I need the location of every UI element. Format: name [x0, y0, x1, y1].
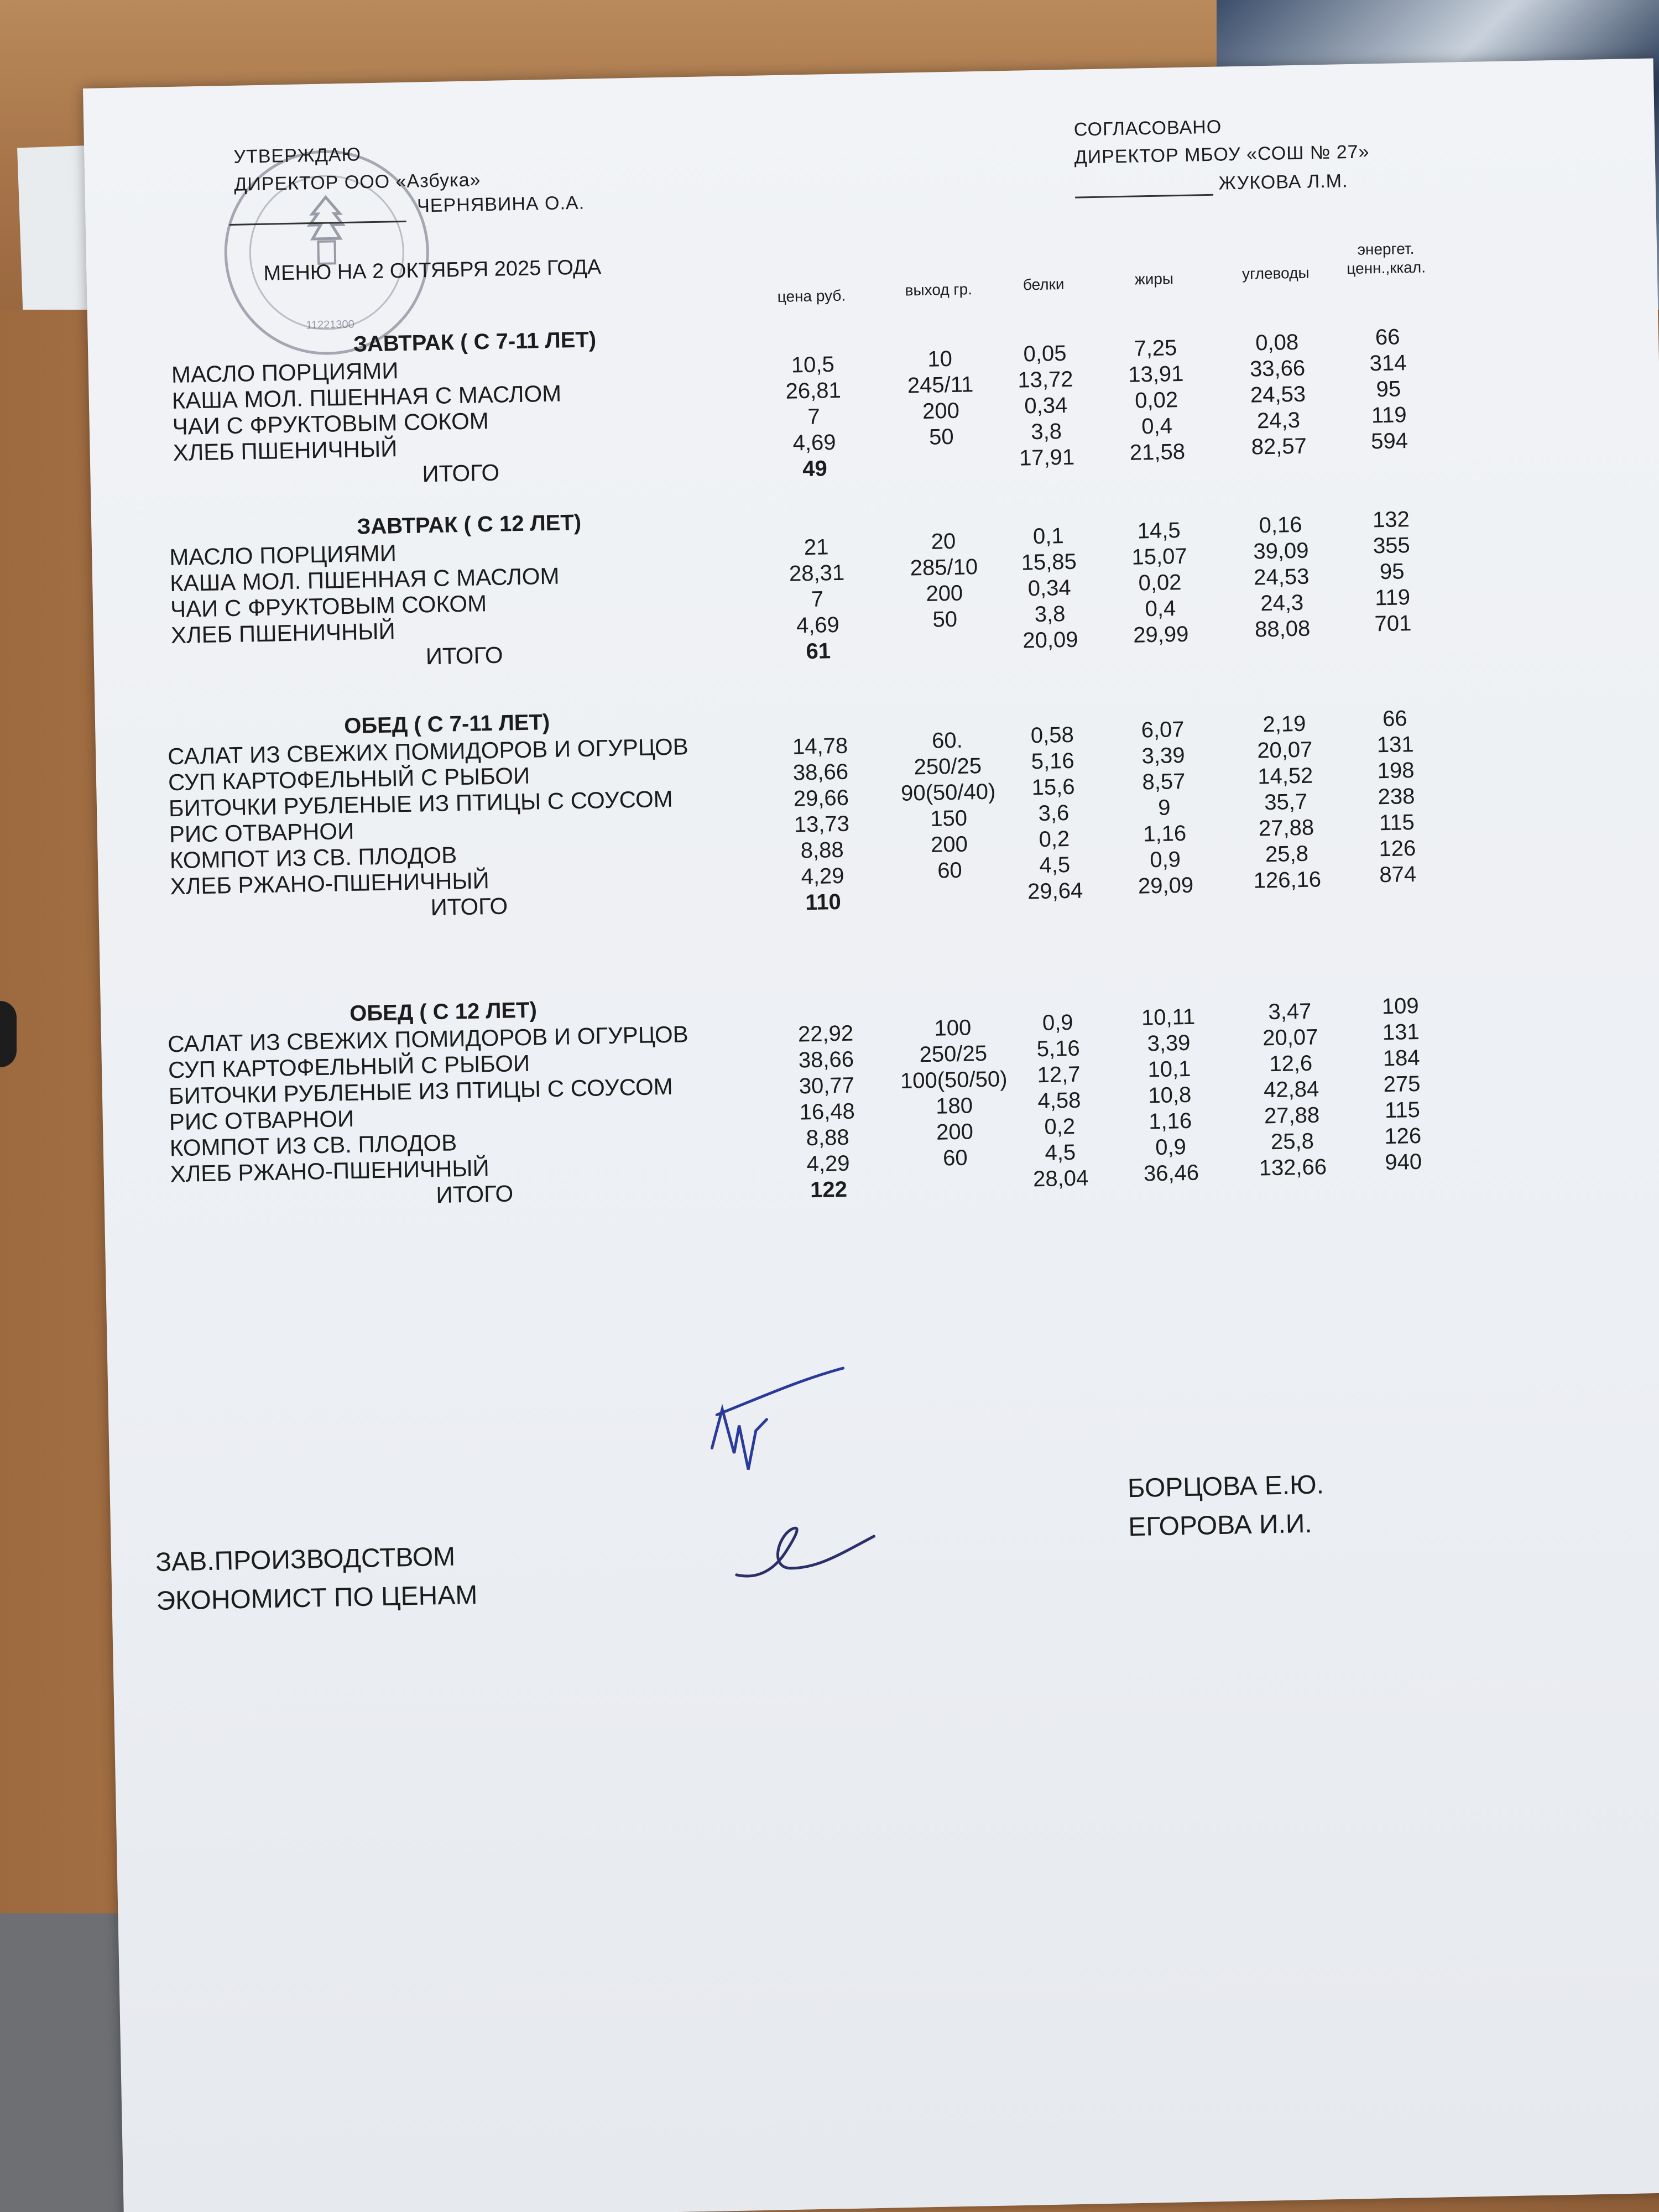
menu-item-name: БИТОЧКИ РУБЛЕНЫЕ ИЗ ПТИЦЫ С СОУСОМ: [168, 1073, 674, 1109]
menu-item-yield: 150: [930, 806, 968, 831]
column-header-energy: энергет.: [1357, 239, 1415, 258]
menu-item-fat: 14,5: [1137, 518, 1181, 544]
menu-item-name: ЧАИ С ФРУКТОВЫМ СОКОМ: [170, 590, 487, 623]
agreed-label: СОГЛАСОВАНО: [1073, 116, 1222, 140]
menu-item-protein: 4,5: [1045, 1140, 1076, 1165]
menu-item-carbs: 24,53: [1250, 382, 1306, 408]
menu-item-energy: 119: [1374, 585, 1411, 611]
menu-item-name: СУП КАРТОФЕЛЬНЫЙ С РЫБОИ: [168, 762, 530, 796]
menu-item-yield: 60.: [931, 728, 963, 753]
menu-item-yield: 200: [922, 398, 960, 424]
menu-item-yield: 20: [931, 529, 956, 554]
menu-item-energy: 95: [1379, 559, 1405, 585]
menu-item-fat: 10,11: [1141, 1004, 1196, 1030]
menu-item-price: 16,48: [799, 1099, 855, 1125]
menu-item-fat: 9: [1157, 795, 1171, 820]
menu-item-price: 29,66: [793, 785, 849, 811]
menu-item-carbs: 0,08: [1255, 330, 1299, 356]
section-total-energy: 701: [1374, 611, 1412, 637]
section-total-carbs: 126,16: [1253, 867, 1322, 893]
menu-item-name: ХЛЕБ РЖАНО-ПШЕНИЧНЫЙ: [170, 1155, 490, 1187]
menu-item-price: 4,69: [792, 430, 836, 456]
section-total-carbs: 82,57: [1251, 434, 1307, 460]
menu-item-protein: 3,8: [1031, 419, 1062, 445]
menu-item-protein: 0,2: [1044, 1114, 1076, 1139]
menu-item-carbs: 39,09: [1253, 538, 1309, 564]
column-header-protein: белки: [1022, 275, 1065, 294]
menu-item-fat: 13,91: [1128, 361, 1184, 387]
menu-item-fat: 0,02: [1138, 570, 1182, 596]
menu-item-carbs: 42,84: [1263, 1077, 1319, 1103]
section-total-label: ИТОГО: [422, 459, 500, 487]
section-total-energy: 594: [1370, 429, 1408, 454]
menu-title: МЕНЮ НА 2 ОКТЯБРЯ 2025 ГОДА: [263, 255, 602, 285]
approver-name: ЧЕРНЯВИНА О.А.: [416, 192, 585, 217]
section-total-fat: 29,09: [1138, 873, 1194, 899]
section-total-energy: 874: [1379, 862, 1417, 888]
menu-item-yield: 200: [930, 832, 968, 857]
menu-item-protein: 3,6: [1038, 801, 1070, 826]
menu-item-name: МАСЛО ПОРЦИЯМИ: [171, 357, 399, 388]
menu-item-yield: 10: [927, 346, 953, 372]
menu-item-fat: 0,9: [1155, 1135, 1187, 1160]
menu-item-price: 4,69: [796, 612, 840, 638]
menu-item-carbs: 24,3: [1260, 590, 1304, 616]
menu-item-carbs: 0,16: [1259, 512, 1302, 538]
menu-item-energy: 66: [1375, 325, 1400, 350]
menu-item-fat: 0,4: [1141, 414, 1173, 439]
menu-item-price: 21: [804, 535, 829, 560]
menu-item-fat: 10,1: [1147, 1056, 1191, 1082]
menu-item-energy: 131: [1376, 732, 1415, 758]
agreer-name: ЖУКОВА Л.М.: [1218, 170, 1348, 194]
menu-item-yield: 60: [942, 1145, 968, 1171]
menu-item-energy: 238: [1378, 784, 1415, 810]
menu-item-protein: 12,7: [1037, 1062, 1081, 1088]
menu-item-price: 8,88: [806, 1125, 850, 1151]
menu-item-yield: 100: [934, 1015, 972, 1041]
menu-item-fat: 1,16: [1148, 1108, 1192, 1134]
menu-item-price: 4,29: [806, 1151, 850, 1177]
menu-item-yield: 250/25: [919, 1041, 988, 1067]
menu-item-fat: 0,02: [1134, 388, 1178, 413]
menu-item-carbs: 2,19: [1262, 711, 1306, 737]
footer-role-economist: ЭКОНОМИСТ ПО ЦЕНАМ: [156, 1580, 478, 1616]
section-title: ОБЕД ( С 12 ЛЕТ): [349, 998, 538, 1026]
menu-item-name: КОМПОТ ИЗ СВ. ПЛОДОВ: [169, 1129, 457, 1161]
menu-item-carbs: 33,66: [1249, 356, 1306, 382]
menu-item-carbs: 12,6: [1269, 1051, 1313, 1077]
menu-item-carbs: 24,53: [1253, 564, 1310, 590]
menu-item-price: 10,5: [791, 352, 835, 378]
menu-item-protein: 15,6: [1031, 774, 1075, 800]
column-header-fat: жиры: [1134, 270, 1174, 288]
menu-item-energy: 119: [1371, 403, 1407, 428]
menu-item-energy: 115: [1384, 1097, 1421, 1123]
menu-item-price: 30,77: [799, 1073, 855, 1099]
menu-item-carbs: 20,07: [1262, 1025, 1318, 1051]
menu-item-price: 4,29: [801, 863, 844, 889]
section-total-protein: 29,64: [1027, 878, 1083, 904]
menu-item-protein: 3,8: [1034, 602, 1066, 627]
menu-item-yield: 100(50/50): [900, 1067, 1008, 1093]
menu-item-protein: 0,05: [1023, 341, 1067, 367]
menu-item-name: СУП КАРТОФЕЛЬНЫЙ С РЫБОИ: [168, 1050, 530, 1083]
menu-item-price: 8,88: [800, 837, 844, 863]
menu-item-protein: 5,16: [1036, 1036, 1080, 1062]
menu-item-carbs: 27,88: [1258, 815, 1314, 841]
menu-item-protein: 5,16: [1031, 748, 1075, 774]
menu-item-protein: 4,58: [1037, 1088, 1081, 1114]
menu-item-energy: 109: [1381, 993, 1420, 1019]
column-header-carbs: углеводы: [1241, 264, 1310, 283]
stamp-code: 11221300: [306, 318, 354, 332]
menu-item-name: ЧАИ С ФРУКТОВЫМ СОКОМ: [172, 408, 489, 440]
approve-label: УТВЕРЖДАЮ: [233, 144, 362, 168]
menu-item-protein: 0,34: [1024, 393, 1068, 419]
footer-name-production: БОРЦОВА Е.Ю.: [1127, 1470, 1324, 1504]
menu-item-protein: 0,58: [1030, 722, 1074, 748]
menu-item-yield: 200: [926, 581, 963, 606]
section-total-energy: 940: [1384, 1149, 1422, 1175]
menu-item-energy: 126: [1379, 836, 1416, 862]
menu-item-energy: 66: [1382, 706, 1407, 732]
menu-item-fat: 0,9: [1149, 847, 1181, 873]
footer-name-economist: ЕГОРОВА И.И.: [1128, 1509, 1313, 1542]
menu-item-energy: 131: [1382, 1019, 1420, 1045]
menu-item-energy: 275: [1383, 1071, 1421, 1097]
menu-item-price: 22,92: [797, 1021, 854, 1047]
agreer-signature-line: [1075, 194, 1213, 199]
section-total-price: 110: [805, 889, 842, 915]
menu-item-protein: 0,34: [1027, 575, 1072, 601]
menu-item-name: САЛАТ ИЗ СВЕЖИХ ПОМИДОРОВ И ОГУРЦОВ: [167, 733, 689, 770]
menu-item-carbs: 3,47: [1268, 999, 1312, 1025]
menu-item-fat: 8,57: [1142, 769, 1186, 795]
menu-sheet: [83, 58, 1659, 2212]
approver-title: ДИРЕКТОР ООО «Азбука»: [234, 169, 481, 195]
menu-item-carbs: 14,52: [1257, 763, 1313, 789]
menu-item-price: 38,66: [798, 1047, 854, 1073]
menu-item-energy: 314: [1369, 351, 1407, 376]
menu-item-yield: 50: [928, 424, 954, 450]
footer-role-production: ЗАВ.ПРОИЗВОДСТВОМ: [155, 1542, 456, 1577]
menu-item-yield: 90(50/40): [900, 779, 996, 806]
section-total-protein: 28,04: [1032, 1166, 1089, 1192]
menu-item-fat: 3,39: [1141, 743, 1185, 769]
section-total-price: 122: [810, 1177, 848, 1203]
menu-item-energy: 95: [1376, 377, 1401, 402]
menu-item-fat: 1,16: [1142, 821, 1187, 847]
section-total-carbs: 88,08: [1254, 616, 1311, 642]
menu-item-name: КАША МОЛ. ПШЕННАЯ С МАСЛОМ: [169, 562, 560, 597]
menu-item-name: МАСЛО ПОРЦИЯМИ: [169, 540, 397, 571]
section-total-label: ИТОГО: [430, 893, 508, 921]
menu-item-fat: 7,25: [1134, 336, 1177, 361]
menu-item-energy: 126: [1384, 1123, 1422, 1149]
menu-item-energy: 198: [1377, 758, 1415, 784]
menu-item-price: 26,81: [785, 378, 842, 404]
column-header-yield: выход гр.: [905, 280, 973, 299]
menu-item-name: КОМПОТ ИЗ СВ. ПЛОДОВ: [169, 842, 457, 874]
menu-item-yield: 200: [936, 1119, 974, 1145]
menu-item-carbs: 25,8: [1270, 1129, 1314, 1155]
menu-item-name: РИС ОТВАРНОИ: [169, 1105, 354, 1135]
menu-item-carbs: 24,3: [1256, 408, 1301, 434]
section-total-price: 49: [802, 456, 828, 482]
menu-item-price: 7: [811, 587, 824, 612]
menu-item-name: ХЛЕБ ПШЕНИЧНЫЙ: [170, 618, 396, 649]
menu-item-fat: 15,07: [1131, 544, 1188, 570]
menu-item-price: 13,73: [794, 811, 850, 837]
section-total-fat: 36,46: [1143, 1160, 1199, 1186]
menu-item-yield: 60: [937, 858, 963, 883]
menu-item-price: 7: [807, 404, 821, 429]
menu-item-protein: 13,72: [1017, 367, 1073, 393]
section-total-protein: 17,91: [1019, 445, 1075, 471]
section-title: ЗАВТРАК ( С 7-11 ЛЕТ): [353, 327, 597, 357]
section-total-protein: 20,09: [1022, 627, 1078, 653]
section-title: ЗАВТРАК ( С 12 ЛЕТ): [356, 510, 582, 539]
menu-item-price: 38,66: [792, 759, 849, 785]
menu-item-price: 14,78: [792, 733, 848, 759]
menu-item-energy: 355: [1373, 533, 1411, 559]
menu-item-fat: 6,07: [1141, 717, 1185, 743]
section-title: ОБЕД ( С 7-11 ЛЕТ): [343, 710, 550, 739]
menu-item-carbs: 20,07: [1256, 737, 1313, 763]
menu-item-yield: 250/25: [914, 754, 982, 780]
menu-item-energy: 184: [1383, 1045, 1420, 1071]
section-total-fat: 29,99: [1133, 622, 1189, 648]
menu-item-name: БИТОЧКИ РУБЛЕНЫЕ ИЗ ПТИЦЫ С СОУСОМ: [168, 785, 674, 822]
menu-item-yield: 245/11: [907, 372, 974, 398]
section-total-carbs: 132,66: [1259, 1155, 1327, 1181]
signature-economist: [724, 1489, 892, 1603]
column-header-price: цена руб.: [777, 286, 846, 305]
menu-item-fat: 10,8: [1147, 1082, 1192, 1108]
menu-item-protein: 0,2: [1039, 827, 1070, 852]
menu-item-yield: 285/10: [910, 555, 978, 581]
menu-item-name: САЛАТ ИЗ СВЕЖИХ ПОМИДОРОВ И ОГУРЦОВ: [167, 1021, 689, 1057]
menu-item-energy: 132: [1372, 507, 1410, 533]
menu-item-protein: 0,1: [1032, 524, 1065, 549]
section-total-label: ИТОГО: [436, 1180, 514, 1208]
menu-item-carbs: 35,7: [1264, 789, 1308, 815]
agreer-title: ДИРЕКТОР МБОУ «СОШ № 27»: [1074, 141, 1370, 168]
menu-item-carbs: 27,88: [1264, 1103, 1320, 1129]
menu-item-name: КАША МОЛ. ПШЕННАЯ С МАСЛОМ: [171, 380, 562, 414]
menu-item-name: ХЛЕБ ПШЕНИЧНЫЙ: [173, 435, 398, 466]
menu-item-name: ХЛЕБ РЖАНО-ПШЕНИЧНЫЙ: [170, 867, 490, 900]
menu-item-fat: 0,4: [1145, 596, 1176, 622]
menu-item-protein: 0,9: [1042, 1010, 1073, 1036]
menu-item-price: 28,31: [789, 560, 845, 586]
signature-production: [694, 1362, 863, 1509]
section-total-fat: 21,58: [1129, 439, 1186, 465]
menu-item-carbs: 25,8: [1265, 841, 1309, 867]
menu-item-yield: 50: [932, 607, 958, 632]
background-object: [0, 1001, 17, 1067]
menu-item-yield: 180: [935, 1093, 973, 1119]
menu-item-fat: 3,39: [1147, 1030, 1191, 1056]
section-total-price: 61: [806, 639, 831, 664]
menu-item-protein: 15,85: [1021, 549, 1077, 575]
menu-item-name: РИС ОТВАРНОИ: [169, 817, 354, 848]
menu-item-protein: 4,5: [1039, 852, 1071, 878]
column-header-energy-unit: ценн.,ккал.: [1347, 258, 1426, 278]
section-total-label: ИТОГО: [425, 641, 503, 670]
menu-item-energy: 115: [1379, 810, 1415, 836]
